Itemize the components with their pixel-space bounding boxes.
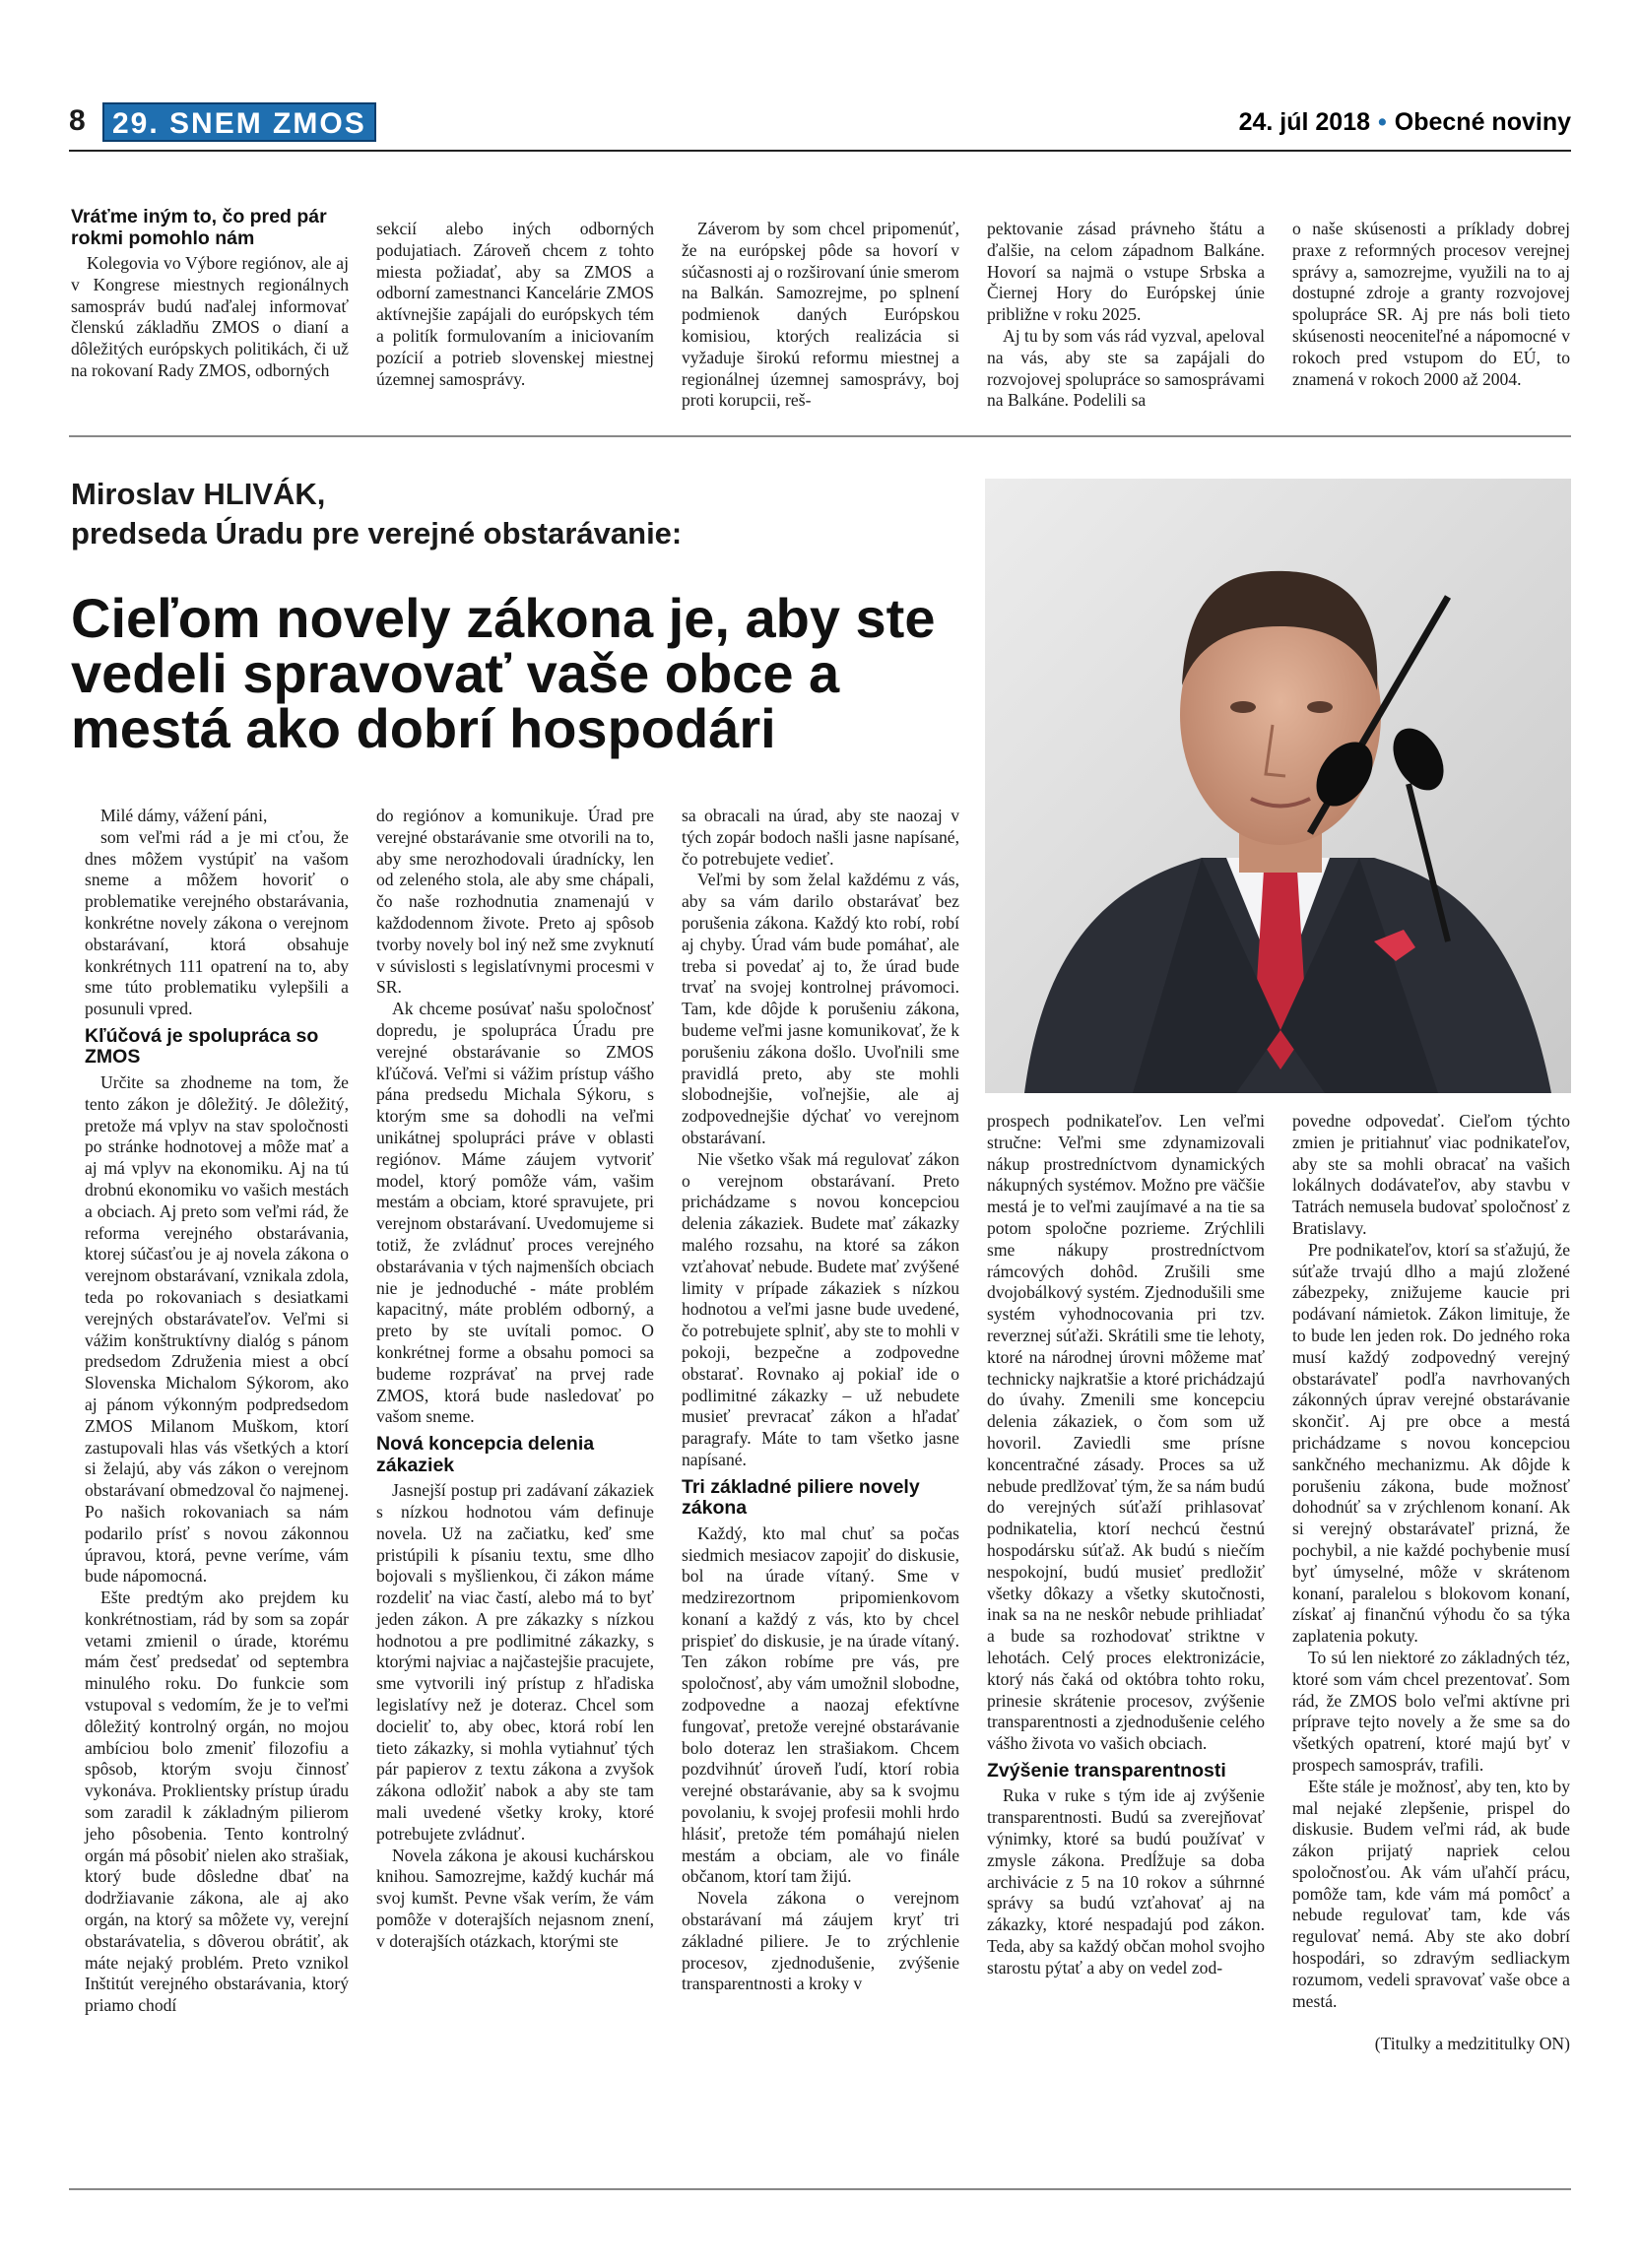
paragraph: Určite sa zhodneme na tom, že tento zákon je dôležitý. Je dôležitý, pretože má vplyv na stav spoločnosti po stránke hodnotovej a môže mať a aj má vplyv na ekonomiku. Aj na tú drobnú ekonomiku vo vašich mestách a obciach. Aj preto som veľmi rád, že reforma verejného obstarávania, ktorej súčasťou je aj novela zákona o verejnom obstarávaní, vznikala zdola, teda po rokovaniach s desiatkami verejných obstarávateľov. Veľmi si vážim konštruktívny dialóg s pánom predsedom Združenia miest a obcí Slovenska Michalom Sýkorom, ako aj pánom výkonným podpredsedom ZMOS Milanom Muškom, ktorí zastupovali hlas vás všetkých a ktorí si želajú, aby vás zákon o verejnom obstarávaní obmedzoval čo najmenej. Po našich rokovaniach sa nám podarilo prísť s novou zákonnou úpravou, ktorá, pevne veríme, vám bude nápomocná. <box>85 1071 349 1587</box>
paragraph: o naše skúsenosti a príklady dobrej praxe z reformných procesov verejnej správy a, samozrejme, využili na to aj dostupné zdroje a granty rozvojovej spolupráce SR. Aj pre nás boli tieto skúsenosti neoceniteľné a nápomocné v rokoch pred vstupom do EÚ, to znamená v rokoch 2000 až 2004. <box>1292 219 1570 389</box>
page-number: 8 <box>69 104 86 137</box>
bullet-icon: • <box>1378 108 1387 136</box>
header-dateline <box>1239 108 1571 137</box>
portrait-illustration <box>985 479 1571 1093</box>
subheading: Nová koncepcia delenia zákaziek <box>376 1433 595 1476</box>
credit-line: (Titulky a medzititulky ON) <box>1374 2034 1570 2054</box>
section-label: 29. SNEM ZMOS <box>102 102 376 142</box>
subheading: Zvýšenie transparentnosti <box>987 1759 1226 1782</box>
issue-date: 24. júl 2018 <box>1238 108 1371 136</box>
article-column-4 <box>987 1111 1265 1979</box>
paragraph: Novela zákona je akousi kuchárskou knihou. Samozrejme, každý kuchár má svoj kumšt. Pevne však verím, že vám pomôže v doterajších nejasnom znení, v doterajších otázkach, ktorými ste <box>376 1845 654 1951</box>
top-column-1 <box>71 207 349 382</box>
paragraph: som veľmi rád a je mi cťou, že dnes môžem vystúpiť na vašom sneme a môžem hovoriť o problematike verejného obstarávania, konkrétne novely zákona o verejnom obstarávaní, ktorá obsahuje konkrétnych 111 opatrení na to, aby sme túto problematiku vylepšili a posunuli vpred. <box>85 826 349 1019</box>
article-column-5 <box>1292 1111 1570 2055</box>
page-header <box>69 102 1571 146</box>
paragraph: povedne odpovedať. Cieľom týchto zmien je pritiahnuť viac podnikateľov, aby ste sa mohli obracať na vašich lokálnych dodávateľov, aby stavbu v Tatrách nemusela budovať spoločnosť z Bratislavy. <box>1292 1111 1570 1238</box>
top-subhead: Vráťme iným to, čo pred pár rokmi pomohlo nám <box>71 206 327 249</box>
paragraph: do regiónov a komunikuje. Úrad pre verejné obstarávanie sme otvorili na to, aby sme nerozhodovali úradnícky, len od zeleného stola, ale aby sme chápali, čo naše rozhodnutia znamenajú v každodennom živote. Preto aj spôsob tvorby novely bol iný než sme zvyknutí v súvislosti s legislatívnymi procesmi v SR. <box>376 806 654 998</box>
paragraph: Každý, kto mal chuť sa počas siedmich mesiacov zapojiť do diskusie, bol na úrade vítaný. Sme v medzirezortnom pripomienkovom konaní a každý z vás, kto by chcel prispieť do diskusie, je na úrade vítaný. Ten zákon robíme pre vás, pre spoločnosť, aby vám umožnil slobodne, zodpovedne a naozaj efektívne fungovať, pretože verejné obstarávanie bolo doteraz len strašiakom. Chcem pozdvihnúť úroveň ľudí, ktorí robia verejné obstarávanie, aby sa k svojmu povolaniu, k svojej profesii mohli hrdo hlásiť, pretože tém pomáhajú nielen mestám a obciam, ale vo finále občanom, ktorí tam žijú. <box>682 1523 959 1887</box>
subheading: Tri základné piliere novely zákona <box>682 1475 920 1520</box>
paragraph: Ešte stále je možnosť, aby ten, kto by mal nejaké zlepšenie, prispel do diskusie. Budem veľmi rád, ak bude zákon prijatý napriek celou spoločnosťou. Ak vám uľahčí prácu, pomôže tam, kde vám má pomôcť a nebude regulovať tam, kde vás regulovať nemá. Aby ste ako dobrí hospodári, so zdravým sedliackym rozumom, vedeli spravovať vaše obce a mestá. <box>1292 1776 1570 2011</box>
article-column-3 <box>682 806 959 1995</box>
paragraph: Kolegovia vo Výbore regiónov, ale aj v Kongrese miestnych regionálnych samospráv budú naďalej informovať členskú základňu ZMOS o dianí a dôležitých európskych politikách, či už na rokovaní Rady ZMOS, odborných <box>71 253 349 380</box>
footer-rule <box>69 2188 1571 2190</box>
header-rule <box>69 150 1571 152</box>
article-headline: Cieľom novely zákona je, aby ste vedeli spravovať vaše obce a mestá ako dobrí hospodári <box>71 587 936 759</box>
top-column-2 <box>376 219 654 390</box>
paragraph: pektovanie zásad právneho štátu a ďalšie, na celom západnom Balkáne. Hovorí sa najmä o vstupe Srbska a Čiernej Hory do Európskej únie približne v roku 2025. <box>987 219 1265 325</box>
salutation: Milé dámy, vážení páni, <box>100 806 268 825</box>
paragraph: sa obracali na úrad, aby ste naozaj v tých zopár bodoch našli jasne napísané, čo potrebujete vedieť. <box>682 806 959 869</box>
paragraph: Jasnejší postup pri zadávaní zákaziek s nízkou hodnotou vám definuje novela. Už na začiatku, keď sme pristúpili k písaniu textu, sme dlho bojovali s myšlienkou, či zákon máme rozdeliť na viac častí, alebo má to byť jeden zákon. A pre zákazky s nízkou hodnotou a pre podlimitné zákazky, s ktorými najviac a najčastejšie pracujete, sme vytvorili iný prístup z hľadiska legislatívy než je doteraz. Chcel som docieliť to, aby obec, ktorá robí len tieto zákazky, si mohla vytiahnuť tých pár papierov z textu zákona a zvyšok zákona odložiť nabok a aby ste tam mali uvedené všetky kroky, ktoré potrebujete zvládnuť. <box>376 1480 654 1844</box>
article-column-2 <box>376 806 654 1953</box>
paragraph: Veľmi by som želal každému z vás, aby sa vám darilo obstarávať bez porušenia zákona. Každý kto robí, robí aj chyby. Úrad vám bude pomáhať, ale treba si povedať aj to, že úrad bude trvať na svojej kontrolnej právomoci. Tam, kde dôjde k porušeniu zákona, budeme veľmi jasne komunikovať, že k porušeniu zákona došlo. Uvoľnili sme pravidlá preto, aby ste mohli slobodnejšie, voľnejšie, ale aj zodpovednejšie dýchať vo verejnom obstarávaní. <box>682 870 959 1147</box>
interview-byline <box>71 475 682 553</box>
paper-name: Obecné noviny <box>1394 108 1571 136</box>
subheading: Kľúčová je spolupráca so ZMOS <box>85 1024 319 1069</box>
paragraph: Ešte predtým ako prejdem ku konkrétnostiam, rád by som sa zopár vetami zmienil o úrade, ktorému mám česť predsedať od septembra minulého roku. Do funkcie som vstupoval s vedomím, že je to veľmi dôležitý kontrolný orgán, no mojou ambíciou bolo zmeniť filozofiu a spôsob, ktorým svoju činnosť vykonáva. Proklientsky prístup úradu som zaradil k základným pilierom jeho pôsobenia. Tento kontrolný orgán má pôsobiť nielen ako strašiak, ktorý bude dôsledne dbať na dodržiavanie zákona, ale aj ako orgán, na ktorý sa môžete vy, verejní obstarávatelia, s dôverou obrátiť, ak máte nejaký problém. Preto vznikol Inštitút verejného obstarávania, ktorý priamo chodí <box>85 1588 349 2016</box>
paragraph: To sú len niektoré zo základných téz, ktoré som vám chcel prezentovať. Som rád, že ZMOS bolo veľmi aktívne pri príprave tejto novely a že sme sa do všetkých opatrení, ktoré majú byť v prospech samospráv, trafili. <box>1292 1647 1570 1775</box>
paragraph: Záverom by som chcel pripomenúť, že na európskej pôde sa hovorí v súčasnosti aj o rozširovaní únie smerom na Balkán. Samozrejme, po splnení podmienok daných Európskou komisiou, ktorých realizácia si vyžaduje širokú reformu miestnej a regionálnej územnej samosprávy, boj proti korupcii, reš- <box>682 219 959 411</box>
speaker-role: predseda Úradu pre verejné obstarávanie: <box>71 516 683 551</box>
speaker-photo <box>985 479 1571 1093</box>
top-column-4 <box>987 219 1265 412</box>
paragraph: Novela zákona o verejnom obstarávaní má záujem kryť tri základné piliere. Je to zrýchlenie procesov, zjednodušenie, zvýšenie transparentnosti a kroky v <box>682 1888 959 1994</box>
paragraph: sekcií alebo iných odborných podujatiach. Zároveň chcem z tohto miesta požiadať, aby sa ZMOS a odborní zamestnanci Kancelárie ZMOS aktívnejšie zapájali do európskych tém a politík formulovaním a iniciovaním pozícií a potrieb slovenskej miestnej územnej samosprávy. <box>376 219 654 389</box>
speaker-name: Miroslav HLIVÁK, <box>71 477 326 511</box>
article-column-1 <box>85 806 349 2017</box>
top-column-5 <box>1292 219 1570 390</box>
paragraph: prospech podnikateľov. Len veľmi stručne: Veľmi sme zdynamizovali nákup prostredníctvom dynamických nákupných systémov. Možno pre väčšie mestá je to veľmi zaujímavé a na tie sa potom spoločne pozrieme. Zrýchlili sme nákupy prostredníctvom rámcových dohôd. Zrušili sme dvojobálkový systém. Zjednodušili sme systém vyhodnocovania pri tzv. reverznej súťaži. Skrátili sme tie lehoty, ktoré na národnej úrovni môžeme mať technicky najkratšie a ktoré prichádzajú do úvahy. Zmenili sme koncepciu delenia zákaziek, o čom som už hovoril. Zaviedli sme prísne koncentračné zásady. Proces sa už nebude predlžovať tým, že sa nám budú do verejných súťaží prihlasovať podnikatelia, ktorí nechcú čestnú hospodársku súťaž. Ak budú s niečím nespokojní, budú musieť predložiť všetky dôkazy a všetky skutočnosti, inak sa na ne neskôr nebude prihliadať a bude sa rozhodovať striktne v lehotách. Celý proces elektronizácie, ktorý nás čaká od októbra tohto roku, prinesie skrátenie procesov, zvýšenie transparentnosti a zjednodušenie celého vášho života vo vašich obciach. <box>987 1111 1265 1754</box>
paragraph: Ak chceme posúvať našu spoločnosť dopredu, je spolupráca Úradu pre verejné obstarávanie so ZMOS kľúčová. Veľmi si vážim prístup vášho pána predsedu Michala Sýkoru, s ktorým sme sa dohodli na veľmi unikátnej spolupráci práve v oblasti regiónov. Máme záujem vytvoriť model, ktorý pomôže vám, vašim mestám a obciam, ktoré spravujete, pri verejnom obstarávaní. Uvedomujeme si totiž, že zvládnuť proces verejného obstarávania v tých najmenších obciach nie je jednoduché - máte problém kapacitný, máte problém odborný, a preto by ste uvítali pomoc. O konkrétnej forme a obsahu pomoci sa budeme rozprávať na prvej rade ZMOS, ktorá bude nasledovať po vašom sneme. <box>376 999 654 1427</box>
top-column-3 <box>682 219 959 412</box>
paragraph: Ruka v ruke s tým ide aj zvýšenie transparentnosti. Budú sa zverejňovať výnimky, ktoré sa budú používať v zmysle zákona. Predĺžuje sa doba archivácie z 5 na 10 rokov a súhrnné správy sa budú vzťahovať aj na zákazky, ktoré nespadajú pod zákon. Teda, aby sa každý občan mohol svojho starostu pýtať a aby on vedel zod- <box>987 1785 1265 1977</box>
paragraph: Aj tu by som vás rád vyzval, apeloval na vás, aby ste sa zapájali do rozvojovej spolupráce so samosprávami na Balkáne. Podelili sa <box>987 325 1265 411</box>
paragraph: Nie všetko však má regulovať zákon o verejnom obstarávaní. Preto prichádzame s novou koncepciou delenia zákaziek. Budete mať zákazky malého rozsahu, na ktoré sa zákon vzťahovať nebude. Budete mať zvýšené limity v prípade zákaziek s nízkou hodnotou a veľmi jasne bude uvedené, čo potrebujete splniť, aby ste to mohli v pokoji, bezpečne a zodpovedne obstarať. Rovnako aj pokiaľ ide o podlimitné zákazky – už nebudete musieť prevracať zákon a hľadať paragrafy. Máte to tam všetko jasne napísané. <box>682 1148 959 1469</box>
section-divider <box>69 435 1571 437</box>
paragraph: Pre podnikateľov, ktorí sa sťažujú, že súťaže trvajú dlho a majú zložené zábezpeky, znižujeme kaucie pri podávaní námietok. Zákon limituje, že to bude len jeden rok. Do jedného roka musí každý zodpovedný verejný obstarávateľ podľa navrhovaných zákonných úprav verejné obstarávanie skončiť. Aj pre obce a mestá prichádzame s novou koncepciou sankčného mechanizmu. Ak dôjde k porušeniu zákona, bude možnosť dohodnúť sa v zrýchlenom konaní. Ak si verejný obstarávateľ prizná, že pochybil, a nie každé pochybenie musí byť úmyselné, môže v skrátenom konaní, paralelou s blokovom konaní, získať aj finančnú výhodu čo sa týka zaplatenia pokuty. <box>1292 1239 1570 1647</box>
